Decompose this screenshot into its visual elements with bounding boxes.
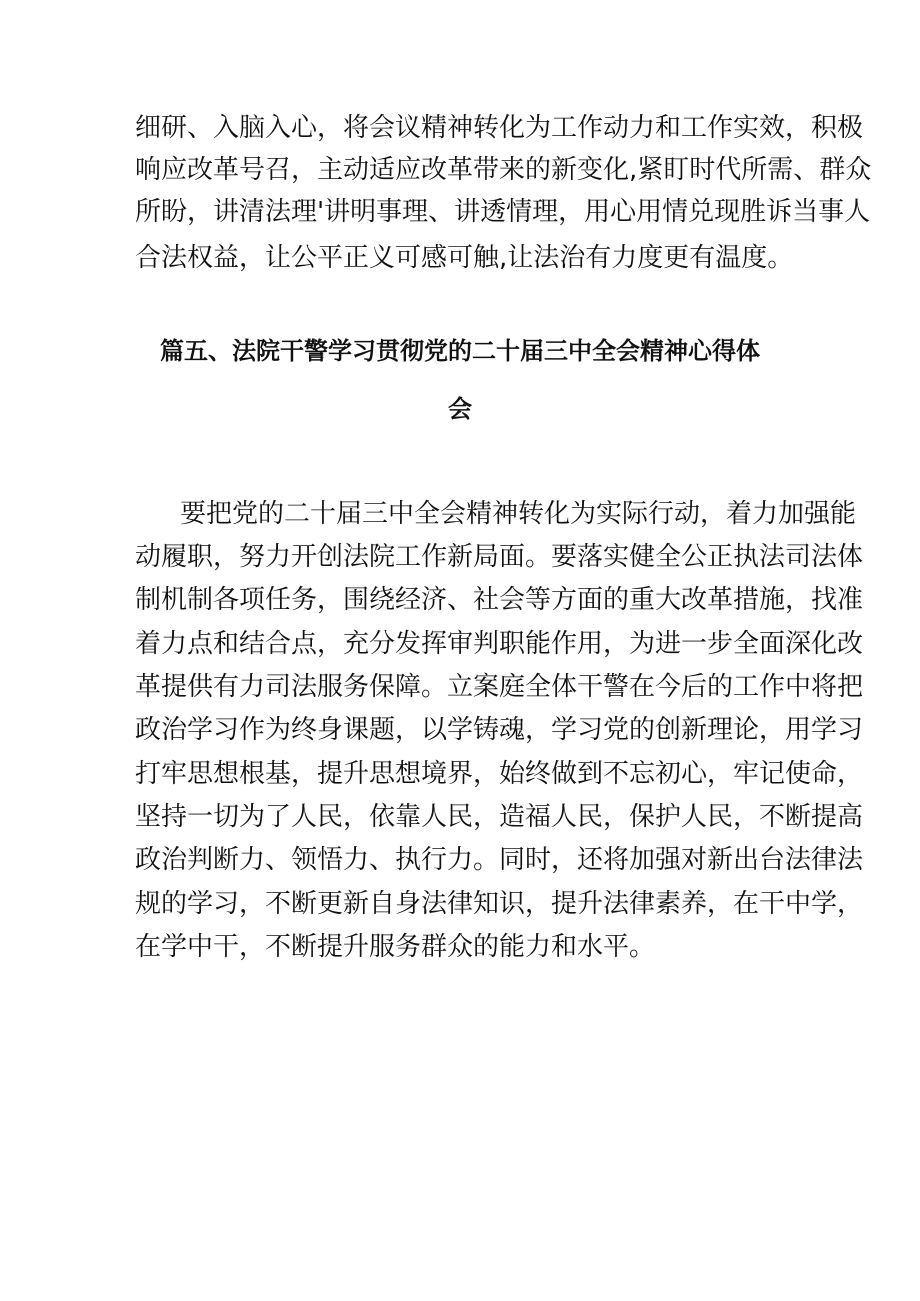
paragraph-line: 政治判断力、领悟力、执行力。同时，还将加强对新出台法律法 <box>135 845 864 875</box>
paragraph-line: 所盼，讲清法理'讲明事理、讲透情理，用心用情兑现胜诉当事人 <box>135 197 871 227</box>
paragraph-line: 动履职，努力开创法院工作新局面。要落实健全公正执法司法体 <box>135 542 864 572</box>
paragraph-line: 在学中干，不断提升服务群众的能力和水平。 <box>135 932 656 962</box>
paragraph-line: 合法权益，让公平正义可感可触,让法治有力度更有温度。 <box>135 243 794 273</box>
paragraph-line: 着力点和结合点，充分发挥审判职能作用，为进一步全面深化改 <box>135 629 864 659</box>
paragraph-line: 要把党的二十届三中全会精神转化为实际行动，着力加强能 <box>180 499 857 529</box>
paragraph-line: 细研、入脑入心，将会议精神转化为工作动力和工作实效，积极 <box>135 113 864 143</box>
paragraph-line: 规的学习，不断更新自身法律知识，提升法律素养，在干中学， <box>135 889 864 919</box>
paragraph-line: 制机制各项任务，围绕经济、社会等方面的重大改革措施，找准 <box>135 585 864 615</box>
paragraph-line: 打牢思想根基，提升思想境界，始终做到不忘初心，牢记使命， <box>135 759 864 789</box>
paragraph-line: 革提供有力司法服务保障。立案庭全体干警在今后的工作中将把 <box>135 672 864 702</box>
paragraph-line: 政治学习作为终身课题，以学铸魂，学习党的创新理论，用学习 <box>135 715 864 745</box>
section-title: 篇五、法院干警学习贯彻党的二十届三中全会精神心得体 <box>160 337 760 365</box>
section-title-continued: 会 <box>448 395 472 423</box>
paragraph-line: 响应改革号召，主动适应改革带来的新变化,紧盯时代所需、群众 <box>135 155 872 185</box>
paragraph-line: 坚持一切为了人民，依靠人民，造福人民，保护人民，不断提高 <box>135 802 864 832</box>
